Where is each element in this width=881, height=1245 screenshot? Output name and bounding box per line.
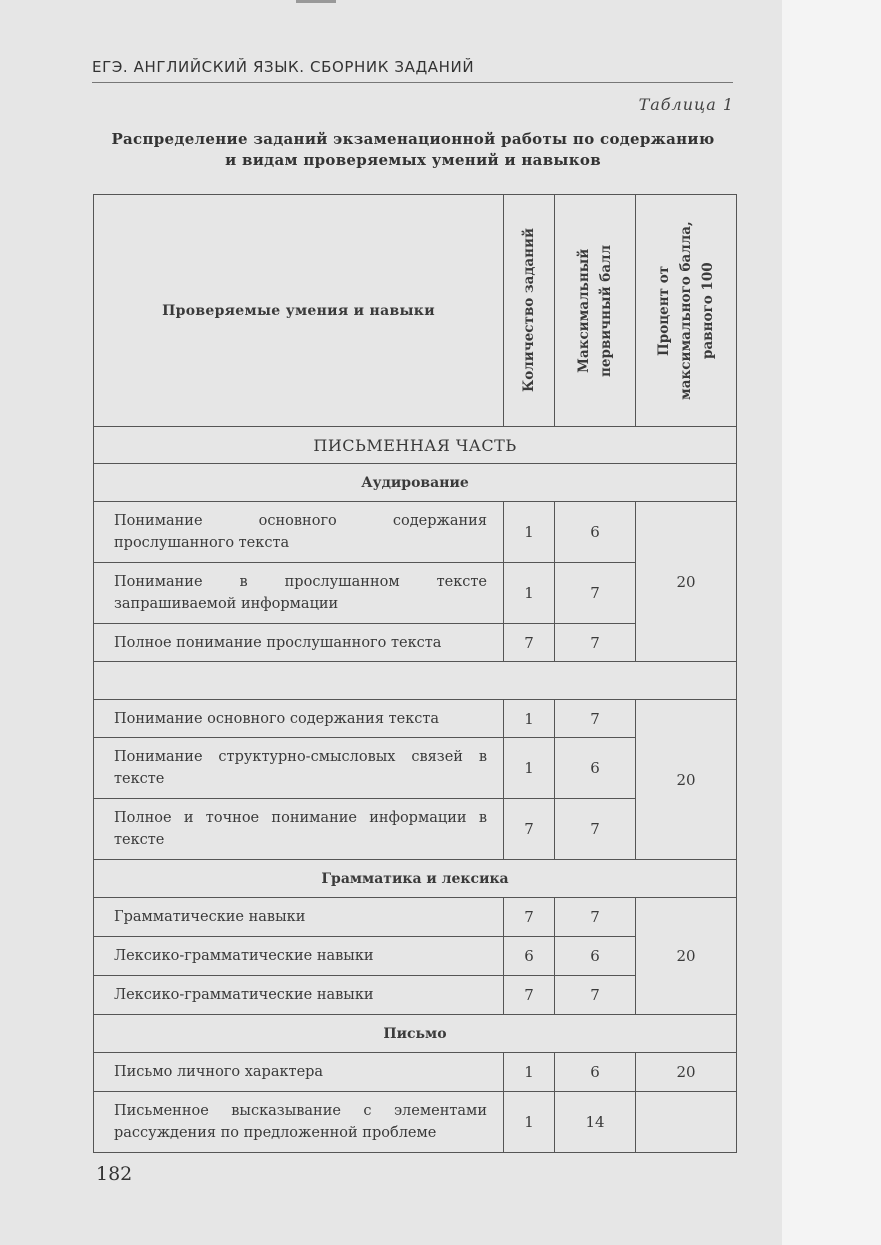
score-cell: 6	[555, 738, 636, 799]
col-header-count	[504, 195, 555, 427]
percent-cell	[636, 1092, 737, 1153]
count-cell: 7	[504, 898, 555, 937]
header-rule	[92, 82, 733, 83]
skill-cell: Полное понимание прослушанного текста	[94, 624, 504, 662]
section-title	[94, 662, 737, 700]
part-title: ПИСЬМЕННАЯ ЧАСТЬ	[94, 427, 737, 464]
count-cell: 7	[504, 624, 555, 662]
col-header-max-score-text: Максимальный первичный балл	[576, 244, 614, 377]
col-header-percent-text: Процент от максимального балла, равного 100	[656, 221, 716, 400]
section-title-row	[94, 464, 737, 502]
col-header-skills: Проверяемые умения и навыки	[94, 195, 504, 427]
table-row	[94, 502, 737, 563]
percent-cell: 20	[636, 898, 737, 1015]
count-cell: 1	[504, 563, 555, 624]
percent-cell: 20	[636, 700, 737, 860]
skill-cell: Грамматические навыки	[94, 898, 504, 937]
count-cell: 1	[504, 700, 555, 738]
col-header-count-text: Количество заданий	[521, 228, 537, 393]
table-label: Таблица 1	[638, 95, 734, 114]
table-header-row	[94, 195, 737, 427]
score-cell: 7	[555, 700, 636, 738]
score-cell: 7	[555, 563, 636, 624]
section-title-row	[94, 662, 737, 700]
skill-cell: Письмо личного характера	[94, 1053, 504, 1092]
table-row	[94, 1053, 737, 1092]
caption-line-2: и видам проверяемых умений и навыков	[225, 151, 601, 169]
score-cell: 7	[555, 624, 636, 662]
page-number: 182	[96, 1163, 133, 1185]
score-cell: 6	[555, 502, 636, 563]
score-cell: 6	[555, 1053, 636, 1092]
col-header-percent	[636, 195, 737, 427]
score-cell: 7	[555, 898, 636, 937]
section-title: Аудирование	[94, 464, 737, 502]
skill-cell: Понимание структурно-смысловых связей в тексте	[94, 738, 504, 799]
count-cell: 1	[504, 738, 555, 799]
section-title-row	[94, 1015, 737, 1053]
count-cell: 7	[504, 799, 555, 860]
count-cell: 6	[504, 937, 555, 976]
section-title-row	[94, 860, 737, 898]
count-cell: 1	[504, 1053, 555, 1092]
score-cell: 6	[555, 937, 636, 976]
table-row	[94, 898, 737, 937]
skills-table	[93, 194, 737, 1153]
scan-margin	[782, 0, 881, 1245]
skill-cell: Полное и точное понимание информации в тексте	[94, 799, 504, 860]
score-cell: 7	[555, 799, 636, 860]
percent-cell: 20	[636, 1053, 737, 1092]
count-cell: 7	[504, 976, 555, 1015]
score-cell: 7	[555, 976, 636, 1015]
skill-cell: Лексико-грамматические навыки	[94, 937, 504, 976]
skill-cell: Лексико-грамматические навыки	[94, 976, 504, 1015]
caption-line-1: Распределение заданий экзаменационной работы по содержанию	[111, 130, 715, 148]
scan-mark	[296, 0, 336, 3]
table-caption	[92, 129, 734, 171]
section-title: Грамматика и лексика	[94, 860, 737, 898]
score-cell: 14	[555, 1092, 636, 1153]
skill-cell: Понимание основного содержания текста	[94, 700, 504, 738]
count-cell: 1	[504, 502, 555, 563]
table-row	[94, 700, 737, 738]
skill-cell: Понимание основного содержания прослушанного текста	[94, 502, 504, 563]
part-title-row	[94, 427, 737, 464]
percent-cell: 20	[636, 502, 737, 662]
running-head: ЕГЭ. АНГЛИЙСКИЙ ЯЗЫК. СБОРНИК ЗАДАНИЙ	[92, 58, 475, 76]
table-row	[94, 1092, 737, 1153]
skill-cell: Понимание в прослушанном тексте запрашиваемой информации	[94, 563, 504, 624]
count-cell: 1	[504, 1092, 555, 1153]
skill-cell: Письменное высказывание с элементами рассуждения по предложенной проблеме	[94, 1092, 504, 1153]
section-title: Письмо	[94, 1015, 737, 1053]
col-header-max-score	[555, 195, 636, 427]
